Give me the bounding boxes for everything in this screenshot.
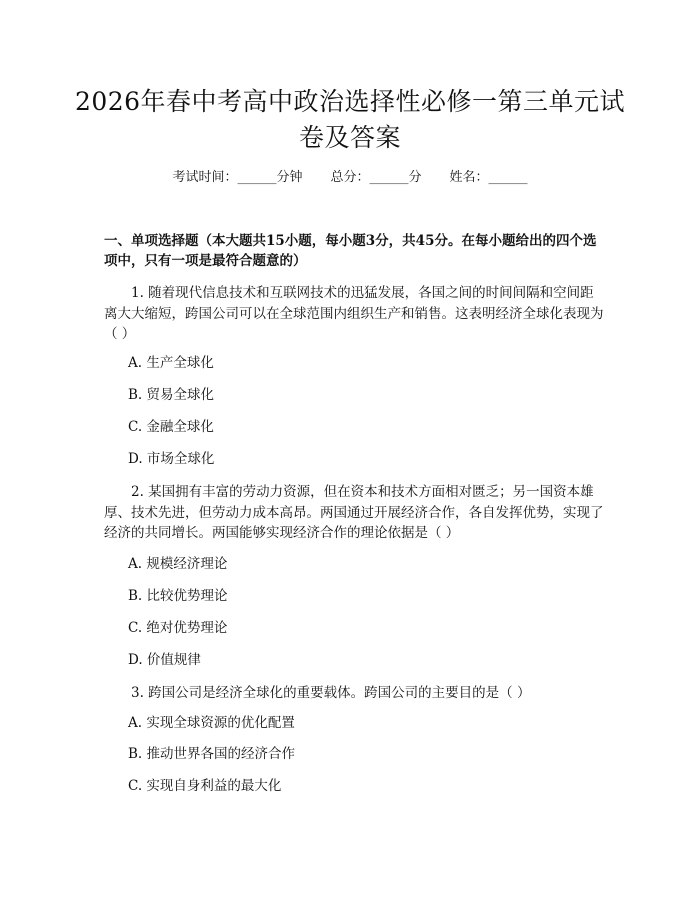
- question-3-option-a: A. 实现全球资源的优化配置: [128, 715, 295, 731]
- section-heading: 一、单项选择题（本大题共15小题，每小题3分，共45分。在每小题给出的四个选项中，只有一项是最符合题意的）: [104, 233, 597, 269]
- question-2-option-a: A. 规模经济理论: [128, 556, 228, 572]
- total-score-field: 总分：______分: [330, 170, 422, 185]
- question-2-stem: 2. 某国拥有丰富的劳动力资源，但在资本和技术方面相对匮乏；另一国资本雄厚、技术先进，但劳动力成本高昂。两国通过开展经济合作，各自发挥优势，实现了经济的共同增长。两国能够实现经济合作的理论依据是（ ）: [104, 484, 604, 541]
- exam-time-field: 考试时间：______分钟: [172, 170, 303, 185]
- question-1-option-c: C. 金融全球化: [128, 419, 214, 435]
- question-3-stem: 3. 跨国公司是经济全球化的重要载体。跨国公司的主要目的是（ ）: [131, 685, 531, 701]
- question-3-option-b: B. 推动世界各国的经济合作: [128, 746, 296, 762]
- question-2-option-d: D. 价值规律: [128, 652, 201, 668]
- question-1-option-b: B. 贸易全球化: [128, 387, 215, 403]
- document-title: 2026年春中考高中政治选择性必修一第三单元试卷及答案: [74, 87, 626, 152]
- name-field: 姓名：______: [449, 170, 528, 185]
- question-2-option-b: B. 比较优势理论: [128, 588, 228, 604]
- question-1-stem: 1. 随着现代信息技术和互联网技术的迅猛发展，各国之间的时间间隔和空间距离大大缩短，跨国公司可以在全球范围内组织生产和销售。这表明经济全球化表现为（ ）: [104, 285, 604, 342]
- question-2-option-c: C. 绝对优势理论: [128, 620, 228, 636]
- question-1-option-d: D. 市场全球化: [128, 451, 215, 467]
- question-3-option-c: C. 实现自身利益的最大化: [128, 778, 282, 794]
- question-1-option-a: A. 生产全球化: [128, 355, 214, 371]
- exam-info-line: [0, 169, 700, 187]
